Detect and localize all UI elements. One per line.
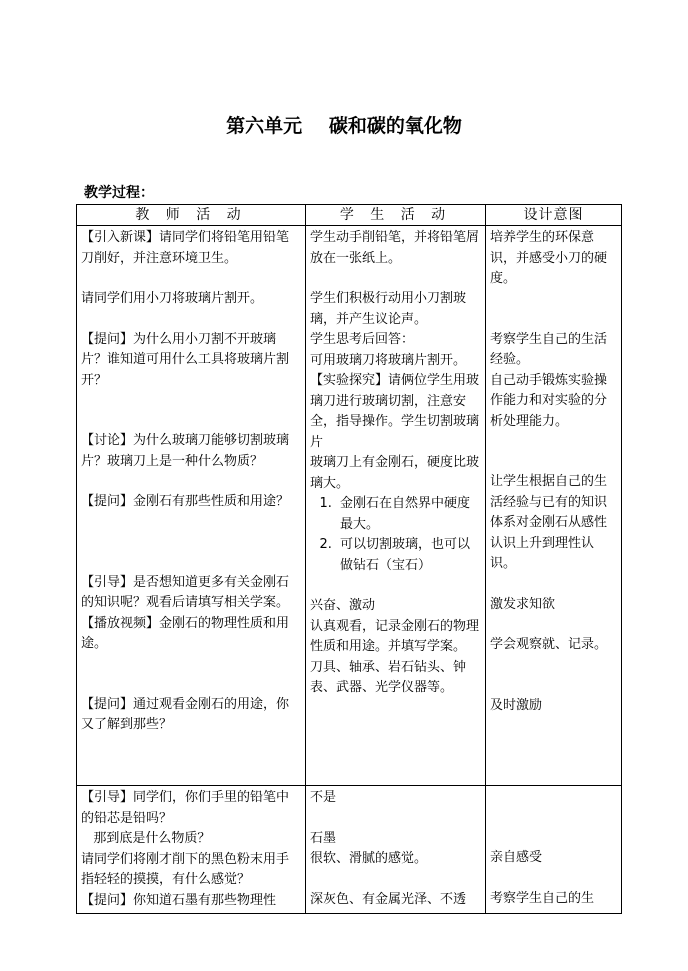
intent-text: 亲自感受	[490, 850, 543, 865]
intent-text: 激发求知欲	[490, 596, 556, 612]
intent-text: 让学生根据自己的生活经验与已有的知识体系对金刚石从感性认识上升到理性认识。	[490, 474, 608, 571]
student-list	[310, 494, 481, 576]
lesson-table	[76, 204, 622, 914]
header-intent: 设计意图	[486, 205, 622, 226]
student-text: 刀具、轴承、岩石钻头、钟表、武器、光学仪器等。	[310, 659, 467, 695]
intent-text: 考察学生自己的生	[490, 890, 595, 906]
student-text: 石墨	[310, 830, 337, 846]
teacher-text: 【提问】你知道石墨有那些物理性	[81, 892, 277, 908]
intent-text: 培养学生的环保意识，并感受小刀的硬度。	[490, 230, 608, 286]
teacher-text: 请同学们将刚才削下的黑色粉末用手指轻轻的摸摸，有什么感觉？	[81, 851, 290, 887]
unit-label: 第六单元	[226, 115, 303, 137]
table-header-row	[77, 205, 622, 226]
intent-cell	[486, 786, 622, 914]
teacher-text: 那到底是什么物质？	[81, 831, 211, 846]
student-text: 学生思考后回答：	[310, 332, 415, 347]
list-item: 1. 金刚石在自然界中硬度最大。	[336, 494, 481, 535]
student-text: 学生动手削铅笔，并将铅笔屑放在一张纸上。	[310, 230, 480, 266]
teacher-text: 【提问】金刚石有那些性质和用途？	[81, 494, 290, 509]
teacher-cell	[77, 226, 306, 786]
student-text: 【实验探究】请俩位学生用玻璃刀进行玻璃切割，注意安全，指导操作。学生切割玻璃片	[310, 373, 480, 450]
table-row	[77, 786, 622, 914]
student-cell	[306, 786, 486, 914]
intent-text: 及时激励	[490, 697, 543, 713]
intent-cell	[486, 226, 622, 786]
intent-text: 自己动手锻炼实验操作能力和对实验的分析处理能力。	[490, 372, 608, 429]
student-text: 可用玻璃刀将玻璃片割开。	[310, 352, 467, 368]
student-text: 兴奋、激动	[310, 598, 376, 613]
page-title	[0, 111, 688, 138]
student-text: 玻璃刀上有金刚石，硬度比玻璃大。	[310, 455, 480, 491]
topic-label: 碳和碳的氧化物	[328, 115, 462, 137]
teacher-text: 【引导】同学们，你们手里的铅笔中的铅芯是铅吗？	[81, 790, 290, 826]
student-text: 深灰色、有金属光泽、不透	[310, 891, 467, 907]
student-cell	[306, 226, 486, 786]
student-text: 很软、滑腻的感觉。	[310, 851, 428, 866]
student-text: 学生们积极行动用小刀割玻璃，并产生议论声。	[310, 291, 467, 327]
section-heading: 教学过程：	[84, 185, 154, 201]
teacher-text: 【引入新课】请同学们将铅笔用铅笔刀削好，并注意环境卫生。	[81, 230, 290, 266]
header-student: 学 生 活 动	[306, 205, 486, 226]
list-item: 2. 可以切割玻璃，也可以做钻石（宝石）	[336, 535, 481, 576]
intent-text: 学会观察就、记录。	[490, 637, 608, 652]
teacher-text: 【提问】通过观看金刚石的用途，你又了解到那些？	[81, 696, 290, 732]
teacher-text: 请同学们用小刀将玻璃片割开。	[81, 291, 264, 306]
teacher-text: 【讨论】为什么玻璃刀能够切割玻璃片？玻璃刀上是一种什么物质？	[81, 433, 290, 469]
header-teacher: 教 师 活 动	[77, 205, 306, 226]
teacher-text: 【提问】为什么用小刀割不开玻璃片？谁知道可用什么工具将玻璃片割开？	[81, 331, 290, 388]
student-text: 不是	[310, 790, 337, 805]
teacher-text: 【播放视频】金刚石的物理性质和用途。	[81, 615, 290, 651]
intent-text: 考察学生自己的生活经验。	[490, 331, 608, 367]
teacher-cell	[77, 786, 306, 914]
table-row	[77, 226, 622, 786]
student-text: 认真观看，记录金刚石的物理性质和用途。并填写学案。	[310, 618, 480, 654]
teacher-text: 【引导】是否想知道更多有关金刚石的知识呢？观看后请填写相关学案。	[81, 574, 290, 610]
